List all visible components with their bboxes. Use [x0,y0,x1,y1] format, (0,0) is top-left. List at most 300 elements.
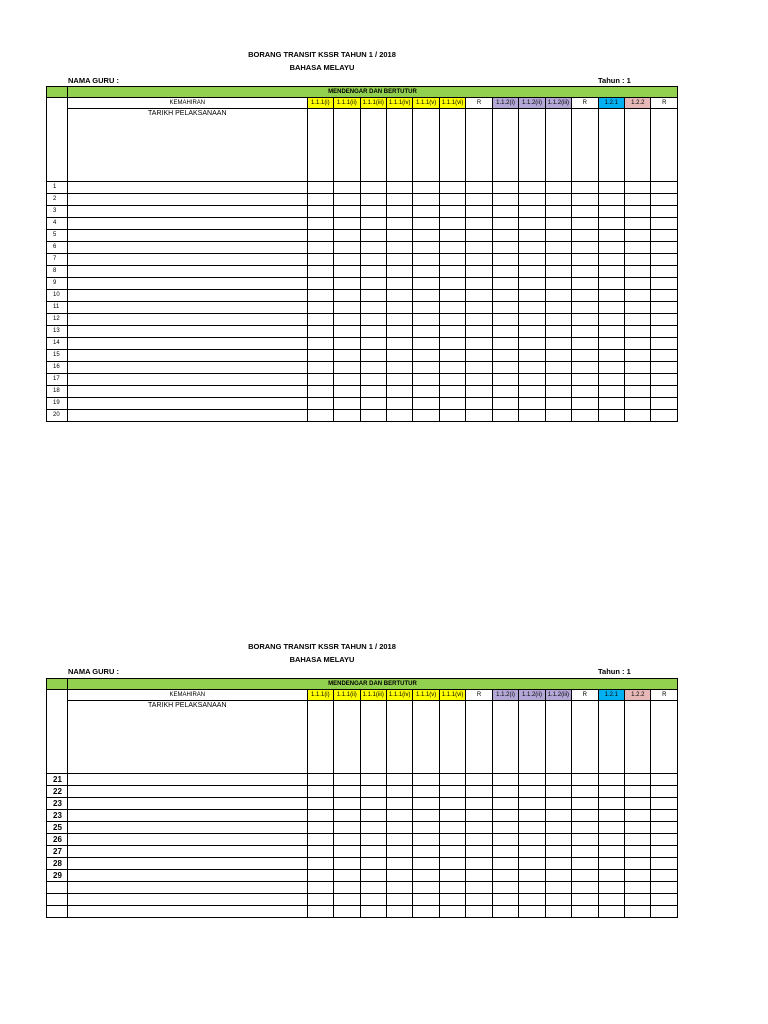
mark-cell[interactable] [572,906,598,918]
mark-cell[interactable] [413,894,439,906]
mark-cell[interactable] [386,194,412,206]
mark-cell[interactable] [307,206,333,218]
mark-cell[interactable] [439,302,465,314]
mark-cell[interactable] [519,834,545,846]
date-entry-cell[interactable] [360,701,386,774]
student-name-cell[interactable] [67,314,307,326]
mark-cell[interactable] [598,194,624,206]
mark-cell[interactable] [334,774,360,786]
mark-cell[interactable] [492,314,518,326]
mark-cell[interactable] [545,290,571,302]
mark-cell[interactable] [572,858,598,870]
student-name-cell[interactable] [67,834,307,846]
mark-cell[interactable] [492,326,518,338]
mark-cell[interactable] [492,870,518,882]
student-name-cell[interactable] [67,786,307,798]
mark-cell[interactable] [386,870,412,882]
mark-cell[interactable] [360,410,386,422]
mark-cell[interactable] [545,194,571,206]
mark-cell[interactable] [492,834,518,846]
date-entry-cell[interactable] [545,701,571,774]
date-entry-cell[interactable] [386,109,412,182]
mark-cell[interactable] [651,774,678,786]
mark-cell[interactable] [439,894,465,906]
date-entry-cell[interactable] [598,109,624,182]
mark-cell[interactable] [413,906,439,918]
mark-cell[interactable] [307,410,333,422]
mark-cell[interactable] [572,362,598,374]
mark-cell[interactable] [307,846,333,858]
mark-cell[interactable] [439,810,465,822]
mark-cell[interactable] [545,846,571,858]
student-name-cell[interactable] [67,810,307,822]
mark-cell[interactable] [334,362,360,374]
mark-cell[interactable] [439,374,465,386]
mark-cell[interactable] [572,338,598,350]
mark-cell[interactable] [334,206,360,218]
mark-cell[interactable] [307,230,333,242]
mark-cell[interactable] [360,278,386,290]
mark-cell[interactable] [598,338,624,350]
mark-cell[interactable] [492,398,518,410]
mark-cell[interactable] [519,870,545,882]
mark-cell[interactable] [386,810,412,822]
mark-cell[interactable] [386,302,412,314]
student-name-cell[interactable] [67,882,307,894]
mark-cell[interactable] [466,894,492,906]
mark-cell[interactable] [360,386,386,398]
student-name-cell[interactable] [67,266,307,278]
mark-cell[interactable] [572,314,598,326]
mark-cell[interactable] [466,834,492,846]
mark-cell[interactable] [519,410,545,422]
student-name-cell[interactable] [67,194,307,206]
mark-cell[interactable] [651,798,678,810]
mark-cell[interactable] [625,858,651,870]
mark-cell[interactable] [625,302,651,314]
mark-cell[interactable] [386,254,412,266]
mark-cell[interactable] [360,374,386,386]
mark-cell[interactable] [386,314,412,326]
mark-cell[interactable] [519,894,545,906]
mark-cell[interactable] [466,206,492,218]
mark-cell[interactable] [439,182,465,194]
mark-cell[interactable] [598,882,624,894]
mark-cell[interactable] [360,242,386,254]
student-name-cell[interactable] [67,798,307,810]
mark-cell[interactable] [492,182,518,194]
mark-cell[interactable] [598,362,624,374]
mark-cell[interactable] [519,338,545,350]
mark-cell[interactable] [625,362,651,374]
mark-cell[interactable] [625,194,651,206]
mark-cell[interactable] [360,798,386,810]
mark-cell[interactable] [625,374,651,386]
mark-cell[interactable] [598,374,624,386]
mark-cell[interactable] [492,786,518,798]
mark-cell[interactable] [519,230,545,242]
mark-cell[interactable] [545,858,571,870]
mark-cell[interactable] [307,774,333,786]
mark-cell[interactable] [492,410,518,422]
mark-cell[interactable] [439,786,465,798]
mark-cell[interactable] [386,846,412,858]
mark-cell[interactable] [625,314,651,326]
mark-cell[interactable] [598,870,624,882]
mark-cell[interactable] [625,410,651,422]
mark-cell[interactable] [307,374,333,386]
mark-cell[interactable] [360,218,386,230]
mark-cell[interactable] [413,278,439,290]
mark-cell[interactable] [651,386,678,398]
mark-cell[interactable] [386,906,412,918]
mark-cell[interactable] [360,846,386,858]
mark-cell[interactable] [386,278,412,290]
mark-cell[interactable] [519,846,545,858]
mark-cell[interactable] [651,290,678,302]
date-entry-cell[interactable] [466,701,492,774]
mark-cell[interactable] [651,218,678,230]
student-name-cell[interactable] [67,846,307,858]
mark-cell[interactable] [598,906,624,918]
mark-cell[interactable] [651,182,678,194]
mark-cell[interactable] [439,858,465,870]
mark-cell[interactable] [334,822,360,834]
mark-cell[interactable] [545,278,571,290]
mark-cell[interactable] [360,786,386,798]
mark-cell[interactable] [413,230,439,242]
mark-cell[interactable] [545,786,571,798]
mark-cell[interactable] [307,290,333,302]
mark-cell[interactable] [545,810,571,822]
mark-cell[interactable] [334,326,360,338]
mark-cell[interactable] [651,894,678,906]
mark-cell[interactable] [466,810,492,822]
mark-cell[interactable] [307,350,333,362]
mark-cell[interactable] [625,386,651,398]
mark-cell[interactable] [307,894,333,906]
mark-cell[interactable] [519,882,545,894]
mark-cell[interactable] [492,194,518,206]
mark-cell[interactable] [307,194,333,206]
mark-cell[interactable] [360,302,386,314]
mark-cell[interactable] [545,206,571,218]
mark-cell[interactable] [519,254,545,266]
mark-cell[interactable] [466,266,492,278]
mark-cell[interactable] [413,182,439,194]
mark-cell[interactable] [334,314,360,326]
mark-cell[interactable] [572,206,598,218]
mark-cell[interactable] [545,182,571,194]
mark-cell[interactable] [625,338,651,350]
mark-cell[interactable] [492,798,518,810]
student-name-cell[interactable] [67,242,307,254]
mark-cell[interactable] [466,314,492,326]
mark-cell[interactable] [466,182,492,194]
mark-cell[interactable] [625,350,651,362]
mark-cell[interactable] [307,242,333,254]
mark-cell[interactable] [519,302,545,314]
mark-cell[interactable] [413,194,439,206]
mark-cell[interactable] [466,278,492,290]
mark-cell[interactable] [651,194,678,206]
mark-cell[interactable] [334,182,360,194]
mark-cell[interactable] [519,858,545,870]
mark-cell[interactable] [360,266,386,278]
mark-cell[interactable] [545,266,571,278]
mark-cell[interactable] [334,218,360,230]
mark-cell[interactable] [572,798,598,810]
mark-cell[interactable] [492,302,518,314]
mark-cell[interactable] [572,218,598,230]
mark-cell[interactable] [598,326,624,338]
mark-cell[interactable] [492,350,518,362]
mark-cell[interactable] [492,810,518,822]
mark-cell[interactable] [466,302,492,314]
mark-cell[interactable] [651,870,678,882]
mark-cell[interactable] [519,194,545,206]
mark-cell[interactable] [439,230,465,242]
date-entry-cell[interactable] [307,109,333,182]
mark-cell[interactable] [334,242,360,254]
mark-cell[interactable] [334,230,360,242]
mark-cell[interactable] [519,774,545,786]
mark-cell[interactable] [413,810,439,822]
student-name-cell[interactable] [67,254,307,266]
mark-cell[interactable] [466,242,492,254]
student-name-cell[interactable] [67,302,307,314]
mark-cell[interactable] [386,350,412,362]
mark-cell[interactable] [625,786,651,798]
mark-cell[interactable] [334,374,360,386]
mark-cell[interactable] [572,786,598,798]
mark-cell[interactable] [651,846,678,858]
mark-cell[interactable] [334,906,360,918]
mark-cell[interactable] [386,230,412,242]
mark-cell[interactable] [466,858,492,870]
mark-cell[interactable] [492,882,518,894]
mark-cell[interactable] [519,374,545,386]
mark-cell[interactable] [519,386,545,398]
mark-cell[interactable] [466,822,492,834]
mark-cell[interactable] [519,362,545,374]
mark-cell[interactable] [651,314,678,326]
mark-cell[interactable] [492,290,518,302]
mark-cell[interactable] [651,834,678,846]
mark-cell[interactable] [413,834,439,846]
mark-cell[interactable] [519,326,545,338]
mark-cell[interactable] [572,266,598,278]
mark-cell[interactable] [386,338,412,350]
mark-cell[interactable] [439,206,465,218]
mark-cell[interactable] [492,218,518,230]
mark-cell[interactable] [360,398,386,410]
mark-cell[interactable] [413,774,439,786]
mark-cell[interactable] [651,242,678,254]
mark-cell[interactable] [572,882,598,894]
mark-cell[interactable] [413,398,439,410]
mark-cell[interactable] [598,350,624,362]
mark-cell[interactable] [625,266,651,278]
mark-cell[interactable] [439,822,465,834]
mark-cell[interactable] [413,350,439,362]
mark-cell[interactable] [413,410,439,422]
mark-cell[interactable] [360,350,386,362]
mark-cell[interactable] [598,774,624,786]
mark-cell[interactable] [572,374,598,386]
mark-cell[interactable] [307,386,333,398]
student-name-cell[interactable] [67,182,307,194]
mark-cell[interactable] [519,242,545,254]
mark-cell[interactable] [413,206,439,218]
mark-cell[interactable] [625,798,651,810]
mark-cell[interactable] [307,906,333,918]
mark-cell[interactable] [307,810,333,822]
mark-cell[interactable] [651,362,678,374]
mark-cell[interactable] [307,302,333,314]
mark-cell[interactable] [334,350,360,362]
mark-cell[interactable] [334,290,360,302]
mark-cell[interactable] [307,278,333,290]
mark-cell[interactable] [413,870,439,882]
mark-cell[interactable] [492,206,518,218]
mark-cell[interactable] [492,230,518,242]
mark-cell[interactable] [651,858,678,870]
mark-cell[interactable] [439,194,465,206]
mark-cell[interactable] [413,822,439,834]
mark-cell[interactable] [651,230,678,242]
mark-cell[interactable] [625,242,651,254]
mark-cell[interactable] [545,230,571,242]
mark-cell[interactable] [439,398,465,410]
student-name-cell[interactable] [67,858,307,870]
mark-cell[interactable] [545,350,571,362]
mark-cell[interactable] [572,194,598,206]
mark-cell[interactable] [519,290,545,302]
mark-cell[interactable] [598,858,624,870]
student-name-cell[interactable] [67,386,307,398]
mark-cell[interactable] [519,786,545,798]
mark-cell[interactable] [413,326,439,338]
mark-cell[interactable] [598,242,624,254]
mark-cell[interactable] [360,906,386,918]
mark-cell[interactable] [492,822,518,834]
mark-cell[interactable] [545,870,571,882]
mark-cell[interactable] [519,810,545,822]
mark-cell[interactable] [466,194,492,206]
mark-cell[interactable] [360,362,386,374]
mark-cell[interactable] [439,870,465,882]
mark-cell[interactable] [572,254,598,266]
mark-cell[interactable] [439,350,465,362]
mark-cell[interactable] [598,314,624,326]
date-entry-cell[interactable] [651,109,678,182]
mark-cell[interactable] [572,242,598,254]
mark-cell[interactable] [466,906,492,918]
mark-cell[interactable] [307,338,333,350]
mark-cell[interactable] [386,374,412,386]
mark-cell[interactable] [307,398,333,410]
mark-cell[interactable] [386,266,412,278]
mark-cell[interactable] [598,278,624,290]
mark-cell[interactable] [598,834,624,846]
mark-cell[interactable] [572,386,598,398]
mark-cell[interactable] [466,410,492,422]
student-name-cell[interactable] [67,894,307,906]
mark-cell[interactable] [439,906,465,918]
mark-cell[interactable] [598,182,624,194]
mark-cell[interactable] [545,834,571,846]
mark-cell[interactable] [360,870,386,882]
mark-cell[interactable] [334,386,360,398]
mark-cell[interactable] [545,894,571,906]
mark-cell[interactable] [413,374,439,386]
mark-cell[interactable] [307,182,333,194]
mark-cell[interactable] [386,798,412,810]
mark-cell[interactable] [307,834,333,846]
mark-cell[interactable] [360,858,386,870]
mark-cell[interactable] [439,774,465,786]
mark-cell[interactable] [572,410,598,422]
mark-cell[interactable] [413,338,439,350]
mark-cell[interactable] [307,326,333,338]
mark-cell[interactable] [519,314,545,326]
date-entry-cell[interactable] [651,701,678,774]
mark-cell[interactable] [334,266,360,278]
mark-cell[interactable] [466,870,492,882]
student-name-cell[interactable] [67,338,307,350]
mark-cell[interactable] [334,858,360,870]
mark-cell[interactable] [625,822,651,834]
mark-cell[interactable] [519,906,545,918]
mark-cell[interactable] [307,882,333,894]
mark-cell[interactable] [545,242,571,254]
mark-cell[interactable] [625,882,651,894]
mark-cell[interactable] [439,266,465,278]
mark-cell[interactable] [598,786,624,798]
date-entry-cell[interactable] [625,701,651,774]
mark-cell[interactable] [334,786,360,798]
mark-cell[interactable] [386,290,412,302]
date-entry-cell[interactable] [572,701,598,774]
mark-cell[interactable] [360,206,386,218]
mark-cell[interactable] [572,230,598,242]
mark-cell[interactable] [598,810,624,822]
mark-cell[interactable] [466,290,492,302]
mark-cell[interactable] [466,374,492,386]
mark-cell[interactable] [598,798,624,810]
mark-cell[interactable] [651,338,678,350]
mark-cell[interactable] [492,386,518,398]
mark-cell[interactable] [334,810,360,822]
mark-cell[interactable] [598,266,624,278]
mark-cell[interactable] [651,882,678,894]
mark-cell[interactable] [545,338,571,350]
mark-cell[interactable] [545,386,571,398]
mark-cell[interactable] [334,894,360,906]
mark-cell[interactable] [334,410,360,422]
mark-cell[interactable] [307,218,333,230]
student-name-cell[interactable] [67,822,307,834]
mark-cell[interactable] [625,906,651,918]
mark-cell[interactable] [386,858,412,870]
mark-cell[interactable] [625,254,651,266]
mark-cell[interactable] [625,834,651,846]
mark-cell[interactable] [492,266,518,278]
date-entry-cell[interactable] [545,109,571,182]
mark-cell[interactable] [307,314,333,326]
mark-cell[interactable] [572,810,598,822]
